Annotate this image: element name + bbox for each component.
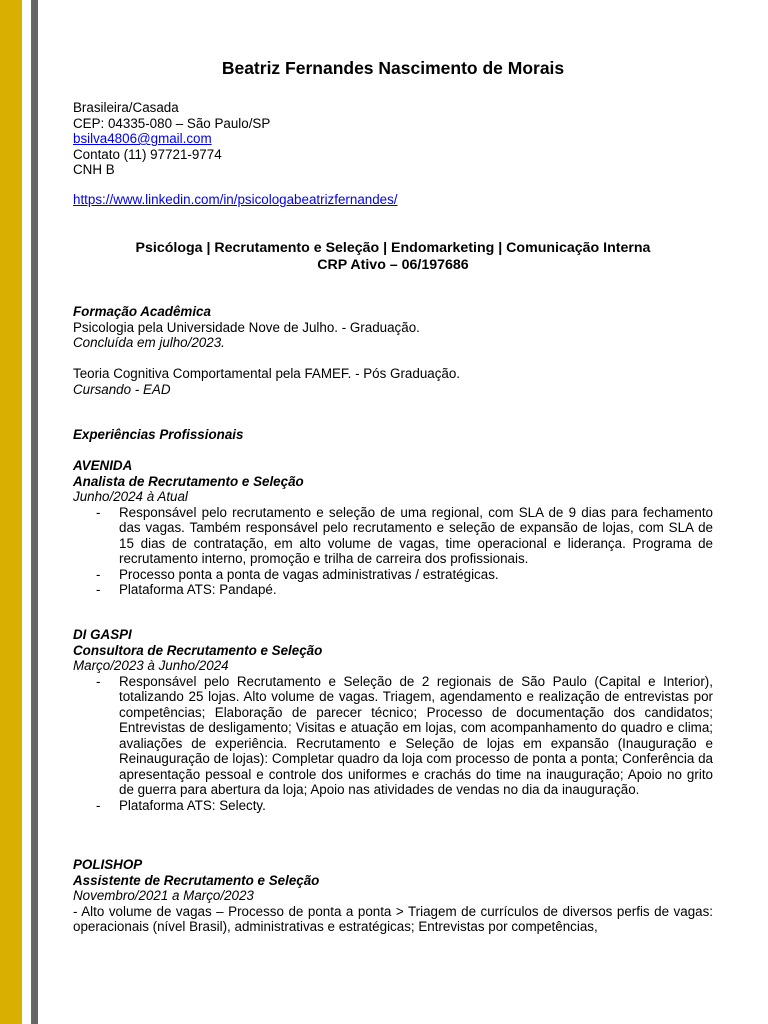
job-period: Junho/2024 à Atual xyxy=(73,489,188,504)
candidate-name: Beatriz Fernandes Nascimento de Morais xyxy=(221,58,565,78)
job-description: - Alto volume de vagas – Processo de ponta a ponta > Triagem de currículos de diversos perfis de vagas: operacionais (nível Brasil), administrativas e estratégicas; Entrevistas por competências, xyxy=(73,903,713,934)
education-status: Concluída em julho/2023. xyxy=(73,335,225,350)
job-bullets xyxy=(73,505,713,598)
company-name: DI GASPI xyxy=(73,627,132,642)
education-section xyxy=(73,304,713,351)
job-entry xyxy=(73,857,713,935)
education-heading: Formação Acadêmica xyxy=(73,304,211,319)
phone-text: Contato (11) 97721-9774 xyxy=(73,146,222,162)
experience-heading: Experiências Profissionais xyxy=(73,427,244,442)
linkedin-link[interactable]: https://www.linkedin.com/in/psicologabeatrizfernandes/ xyxy=(73,192,398,207)
education-status: Cursando - EAD xyxy=(73,381,171,397)
crp-registration: CRP Ativo – 06/197686 xyxy=(317,257,469,273)
accent-side-bar xyxy=(0,0,22,1024)
list-item: - Plataforma ATS: Selecty. xyxy=(96,797,266,813)
gray-side-bar xyxy=(31,0,38,1024)
job-role: Consultora de Recrutamento e Seleção xyxy=(73,642,323,658)
address-text: CEP: 04335-080 – São Paulo/SP xyxy=(73,115,271,131)
company-name: POLISHOP xyxy=(73,857,143,872)
list-item: - Responsável pelo recrutamento e seleção de uma regional, com SLA de 9 dias para fechamento das vagas. Também responsável pelo recrutamento e seleção de expansão de lojas, com SLA de 15 dias de contratação, em alto volume de vagas, time operacional e liderança. Programa de recrutamento interno, promoção e trilha de carreira dos profissionais. xyxy=(96,504,713,566)
list-item: - Responsável pelo Recrutamento e Seleção de 2 regionais de São Paulo (Capital e Interior), totalizando 25 lojas. Alto volume de vagas. Triagem, agendamento e realização de entrevistas por competências; Elaboração de parecer técnico; Processo de documentação dos candidatos; Entrevistas de desligamento; Visitas e atuação em lojas, com acompanhamento do quadro e clima; avaliações de experiência. Recrutamento e Seleção de lojas em expansão (Inauguração e Reinauguração de lojas): Completar quadro da loja com processo de ponta a ponta; Conferência da apresentação pessoal e controle dos uniformes e crachás do time na inauguração; Apoio no grito de guerra para abertura da loja; Apoio nas atividades de vendas no dia da inauguração. xyxy=(96,673,713,797)
headline-block xyxy=(73,240,713,274)
license-text: CNH B xyxy=(73,162,115,177)
job-role: Analista de Recrutamento e Seleção xyxy=(73,473,304,489)
education-course: Psicologia pela Universidade Nove de Julho. - Graduação. xyxy=(73,319,420,335)
list-item: - Processo ponta a ponta de vagas administrativas / estratégicas. xyxy=(96,566,499,582)
email-link[interactable]: bsilva4806@gmail.com xyxy=(73,131,212,146)
job-bullets xyxy=(73,674,713,814)
education-item xyxy=(73,366,713,397)
nationality-text: Brasileira/Casada xyxy=(73,100,179,115)
job-period: Novembro/2021 a Março/2023 xyxy=(73,888,254,903)
job-period: Março/2023 à Junho/2024 xyxy=(73,658,229,673)
company-name: AVENIDA xyxy=(73,458,133,473)
education-course: Teoria Cognitiva Comportamental pela FAMEF. - Pós Graduação. xyxy=(73,366,461,381)
job-entry xyxy=(73,627,713,813)
contact-block xyxy=(73,100,713,178)
headline-title: Psicóloga | Recrutamento e Seleção | Endomarketing | Comunicação Interna xyxy=(135,240,651,256)
job-entry xyxy=(73,458,713,598)
job-role: Assistente de Recrutamento e Seleção xyxy=(73,872,320,888)
list-item: - Plataforma ATS: Pandapé. xyxy=(96,582,277,597)
